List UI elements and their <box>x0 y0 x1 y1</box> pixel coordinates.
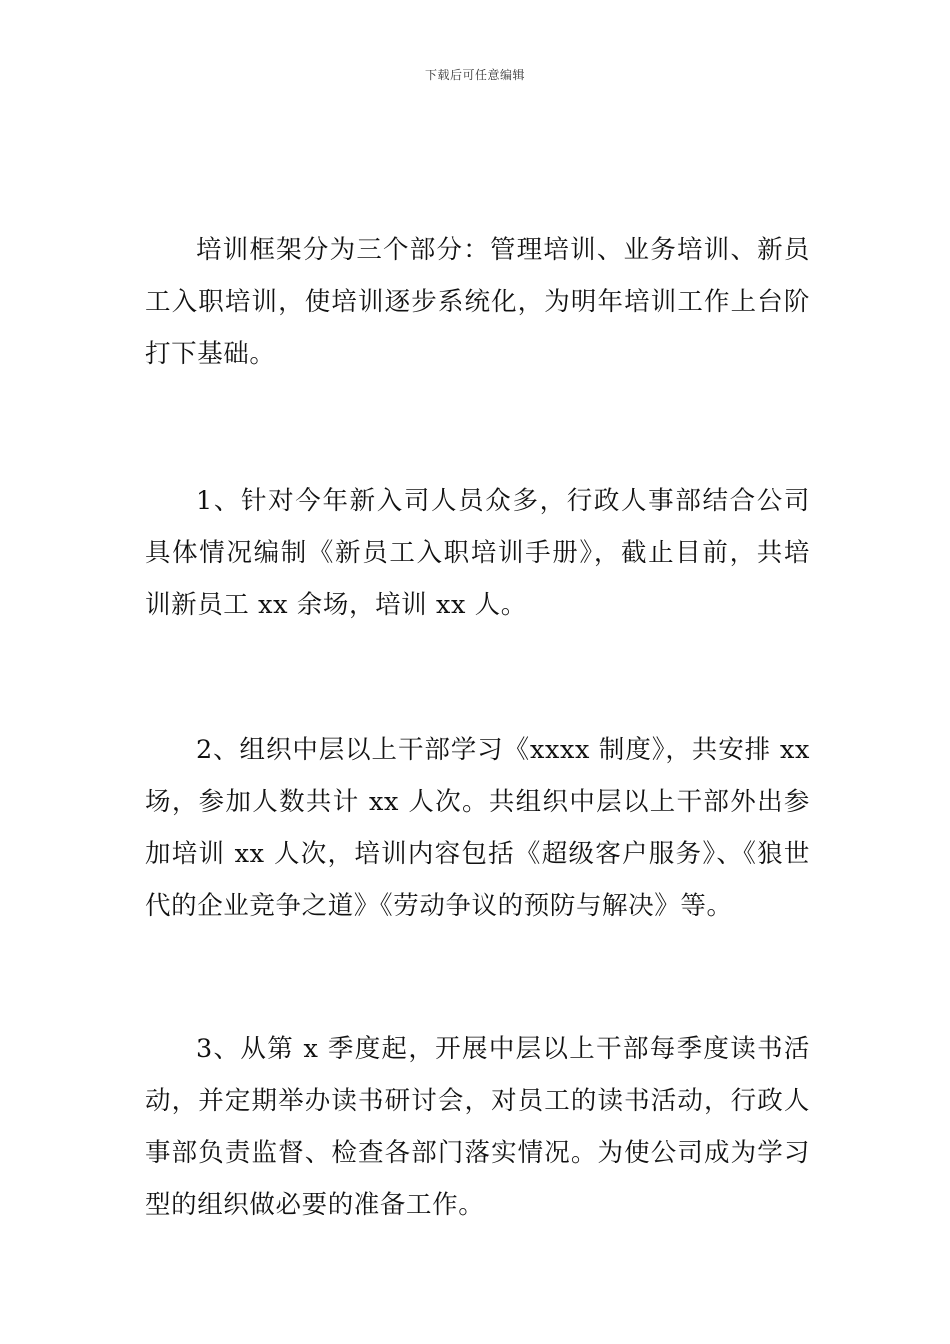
paragraph-item-3: 3、从第 x 季度起，开展中层以上干部每季度读书活动，并定期举办读书研讨会，对员工的读书活动，行政人事部负责监督、检查各部门落实情况。为使公司成为学习型的组织做必要的准备工作。 <box>145 1034 810 1220</box>
paragraph-training-framework: 培训框架分为三个部分：管理培训、业务培训、新员工入职培训，使培训逐步系统化，为明年培训工作上台阶打下基础。 <box>145 235 810 369</box>
paragraph-item-2: 2、组织中层以上干部学习《xxxx 制度》，共安排 xx 场，参加人数共计 xx 人次。共组织中层以上干部外出参加培训 xx 人次，培训内容包括《超级客户服务》、《狼世代的企业竞争之道》《劳动争议的预防与解决》等。 <box>145 735 810 921</box>
paragraph-item-1: 1、针对今年新入司人员众多，行政人事部结合公司具体情况编制《新员工入职培训手册》，截止目前，共培训新员工 xx 余场，培训 xx 人。 <box>145 486 810 620</box>
page-header-note: 下载后可任意编辑 <box>424 68 525 82</box>
